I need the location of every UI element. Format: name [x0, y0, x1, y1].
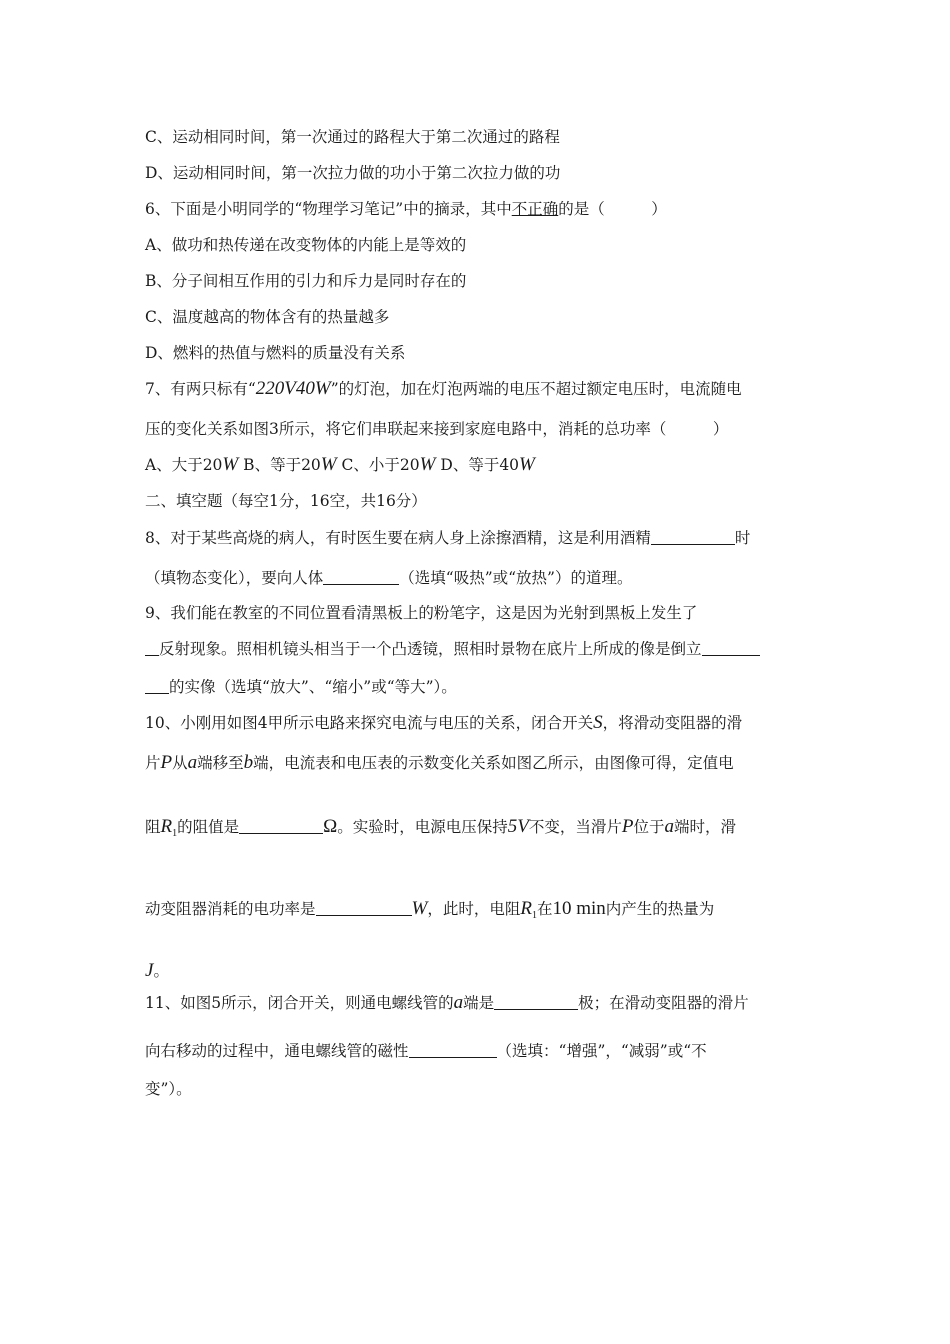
q9-text: 反射现象。照相机镜头相当于一个凸透镜，照相时景物在底片上所成的像是倒立: [159, 640, 702, 658]
q6-option-b: B、分子间相互作用的引力和斥力是同时存在的: [145, 272, 467, 290]
answer-blank[interactable]: [145, 641, 159, 656]
unit-w: W: [320, 454, 337, 475]
q7-option-a: A、大于20: [145, 456, 223, 474]
q10-text: 动变阻器消耗的电功率是: [145, 900, 316, 918]
q11-text: 极；在滑动变阻器的滑片: [578, 994, 749, 1012]
q11-text: 端是: [463, 994, 495, 1012]
q11-text: 向右移动的过程中，通电螺线管的磁性: [145, 1042, 409, 1060]
q10-line1: [145, 712, 742, 734]
answer-blank[interactable]: [409, 1043, 497, 1058]
q10-line3: [145, 816, 736, 845]
joule-unit: J: [145, 960, 154, 981]
q8-text-b: 时: [734, 529, 751, 547]
q7-option-c: C、小于20: [336, 456, 420, 474]
answer-blank[interactable]: [702, 641, 760, 656]
q5-option-c: C、运动相同时间，第一次通过的路程大于第二次通过的路程: [145, 128, 560, 146]
q7-options: [145, 454, 535, 476]
answer-blank[interactable]: [316, 901, 412, 916]
q10-text: 位于: [633, 818, 665, 836]
q8-text-c: （填物态变化），要向人体: [145, 569, 324, 587]
resistor-letter: R: [160, 816, 173, 837]
answer-blank[interactable]: [145, 679, 169, 694]
section-2-heading: 二、填空题（每空1分，16空，共16分）: [145, 492, 427, 510]
q11-text: 11、如图5所示，闭合开关，则通电螺线管的: [145, 994, 454, 1012]
switch-symbol: S: [593, 712, 603, 733]
q9-line3: [145, 676, 457, 698]
q11-line1: [145, 992, 749, 1014]
answer-blank[interactable]: [494, 995, 578, 1010]
unit-w: W: [519, 454, 535, 475]
q9-line2: [145, 638, 760, 660]
answer-blank[interactable]: [239, 819, 323, 834]
q10-text: 端移至: [197, 754, 244, 772]
q10-text: 片: [145, 754, 161, 772]
q10-text: 的阻值是: [177, 818, 240, 836]
voltage-value: 5V: [507, 816, 529, 837]
q10-text: 。: [153, 962, 169, 980]
q10-text: 阻: [145, 818, 161, 836]
slider-symbol: P: [621, 816, 634, 837]
q10-text: 。实验时，电源电压保持: [337, 818, 508, 836]
q7-stem: [145, 378, 742, 400]
end-a-symbol: a: [453, 992, 464, 1013]
watt-unit: W: [411, 898, 428, 919]
q7-option-b: B、等于20: [238, 456, 321, 474]
q7-rating: 220V40W: [255, 378, 331, 399]
q9-line1: 9、我们能在教室的不同位置看清黑板上的粉笔字，这是因为光射到黑板上发生了: [145, 604, 698, 622]
q6-stem-underlined: 不正确: [511, 200, 559, 218]
q10-text: 在: [536, 900, 553, 918]
slider-symbol: P: [160, 752, 173, 773]
q7-stem-text: 7、有两只标有“: [145, 380, 256, 398]
q10-line2: [145, 752, 734, 774]
end-a-symbol: a: [187, 752, 198, 773]
q10-text: ，此时，电阻: [427, 900, 521, 918]
q8-text: 8、对于某些高烧的病人，有时医生要在病人身上涂擦酒精，这是利用酒精: [145, 529, 651, 547]
q10-line5: [145, 960, 169, 982]
unit-w: W: [222, 454, 239, 475]
q11-text: （选填：“增强”，“减弱”或“不: [496, 1042, 707, 1060]
resistor-subscript: 1: [531, 910, 537, 921]
q5-option-d: D、运动相同时间，第一次拉力做的功小于第二次拉力做的功: [145, 164, 561, 182]
q7-stem-tail: ”的灯泡，加在灯泡两端的电压不超过额定电压时，电流随电: [330, 380, 742, 398]
resistor-letter: R: [520, 898, 532, 919]
q11-line2: [145, 1040, 707, 1062]
q7-option-d: D、等于40: [435, 456, 520, 474]
q11-line3: 变”）。: [145, 1080, 192, 1098]
end-b-symbol: b: [243, 752, 254, 773]
answer-blank[interactable]: [323, 570, 399, 585]
q9-text-tail: 的实像（选填“放大”、“缩小”或“等大”）。: [169, 678, 457, 696]
resistor-subscript: 1: [172, 828, 178, 839]
q6-option-d: D、燃料的热值与燃料的质量没有关系: [145, 344, 406, 362]
q6-stem-text: 6、下面是小明同学的“物理学习笔记”中的摘录，其中: [145, 200, 512, 218]
q8-line1: [145, 527, 750, 549]
q6-option-c: C、温度越高的物体含有的热量越多: [145, 308, 390, 326]
q6-stem: [145, 198, 667, 220]
q8-line2: [145, 567, 632, 589]
q10-text: ，将滑动变阻器的滑: [602, 714, 743, 732]
resistor-symbol: [161, 816, 178, 837]
q6-stem-tail: 的是（ ）: [558, 200, 667, 218]
q8-text-d: （选填“吸热”或“放热”）的道理。: [399, 569, 633, 587]
q10-text: 从: [172, 754, 188, 772]
ohm-symbol: Ω: [323, 816, 338, 837]
q10-text: 内产生的热量为: [605, 900, 715, 918]
end-a-symbol: a: [664, 816, 675, 837]
q10-line4: [145, 898, 714, 927]
q10-text: 10、小刚用如图4甲所示电路来探究电流与电压的关系，闭合开关: [145, 714, 594, 732]
q7-line2: 压的变化关系如图3所示，将它们串联起来接到家庭电路中，消耗的总功率（ ）: [145, 420, 729, 438]
q10-text: 端时，滑: [674, 818, 737, 836]
answer-blank[interactable]: [651, 530, 735, 545]
resistor-symbol: [520, 898, 537, 919]
unit-w: W: [419, 454, 436, 475]
q6-option-a: A、做功和热传递在改变物体的内能上是等效的: [145, 236, 467, 254]
q10-text: 端，电流表和电压表的示数变化关系如图乙所示，由图像可得，定值电: [253, 754, 734, 772]
q10-text: 不变，当滑片: [528, 818, 622, 836]
time-value: 10 min: [552, 898, 606, 919]
